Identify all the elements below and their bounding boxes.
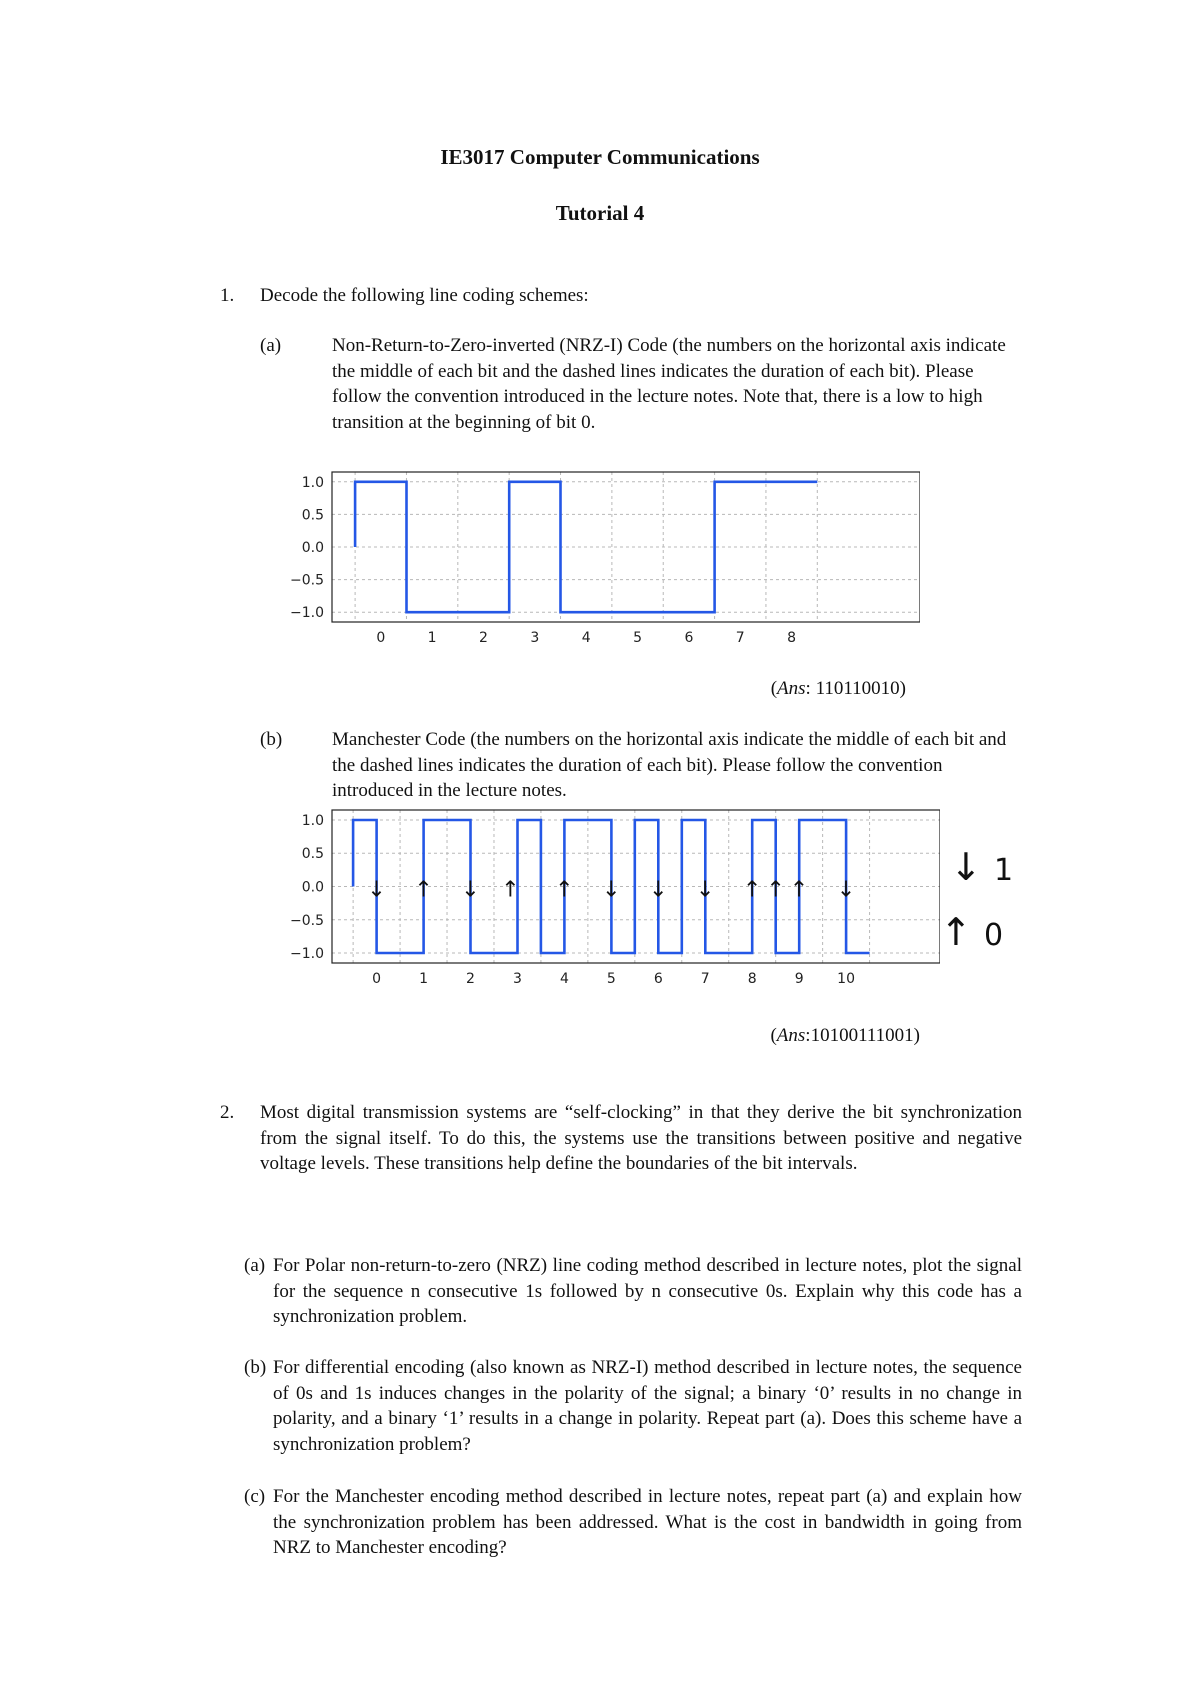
transition-arrow-annotation: ↑ bbox=[501, 877, 520, 903]
q1b-label: (b) bbox=[260, 729, 283, 750]
x-tick-label: 6 bbox=[684, 630, 694, 646]
y-tick-label: 0.0 bbox=[301, 540, 324, 556]
x-tick-label: 9 bbox=[794, 971, 804, 987]
transition-arrow-annotation: ↑ bbox=[766, 877, 785, 903]
transition-arrow-annotation: ↑ bbox=[789, 877, 809, 903]
x-tick-label: 3 bbox=[530, 630, 540, 646]
x-tick-label: 4 bbox=[559, 971, 569, 987]
q2b-text: For differential encoding (also known as NRZ-I) method described in lecture notes, the sequence of 0s and 1s induces changes in the polarity of the signal; a binary ‘0’ results in no change in polarity, and a binary ‘1’ results in a change in polarity. Repeat part (a). Does this scheme have a synchronization problem? bbox=[273, 1357, 1022, 1455]
q2c-label: (c) bbox=[244, 1486, 266, 1507]
transition-arrow-annotation: ↑ bbox=[414, 877, 433, 903]
q2a-text: For Polar non-return-to-zero (NRZ) line coding method described in lecture notes, plot the signal for the sequence n consecutive 1s followed by n consecutive 0s. Explain why this code has a synchronization problem. bbox=[273, 1255, 1022, 1327]
y-tick-label: 0.0 bbox=[301, 879, 324, 896]
x-tick-label: 2 bbox=[466, 971, 475, 987]
q1a-answer: (Ans: 110110010) bbox=[770, 678, 906, 699]
y-tick-label: −0.5 bbox=[290, 912, 324, 929]
x-tick-label: 1 bbox=[427, 630, 437, 646]
up-arrow-icon: ↑ bbox=[940, 910, 972, 954]
q1a-text: Non-Return-to-Zero-inverted (NRZ-I) Code (the numbers on the horizontal axis indicate the middle of each bit and the dashed lines indicates the duration of each bit). Please follow the convention introduced in the lecture notes. Note that, there is a low to high transition at the beginning of bit 0. bbox=[332, 335, 1006, 433]
x-tick-label: 7 bbox=[700, 971, 710, 987]
x-tick-label: 3 bbox=[512, 971, 522, 987]
q2c-text: For the Manchester encoding method described in lecture notes, repeat part (a) and explain how the synchronization problem has been addressed. What is the cost in bandwidth in going from NRZ to Manchester encoding? bbox=[273, 1486, 1022, 1558]
x-tick-label: 6 bbox=[653, 971, 663, 987]
y-tick-label: 1.0 bbox=[301, 812, 324, 829]
course-title: IE3017 Computer Communications bbox=[440, 145, 760, 169]
q2a-label: (a) bbox=[244, 1255, 266, 1276]
y-tick-label: 0.5 bbox=[301, 507, 324, 524]
transition-arrow-annotation: ↓ bbox=[367, 877, 386, 903]
transition-arrow-annotation: ↑ bbox=[742, 877, 762, 903]
y-tick-label: −0.5 bbox=[290, 572, 324, 589]
down-arrow-icon: ↓ bbox=[950, 845, 982, 889]
q2-number: 2. bbox=[220, 1102, 235, 1123]
transition-arrow-annotation: ↓ bbox=[836, 877, 856, 903]
down-value: 1 bbox=[993, 853, 1014, 888]
x-tick-label: 0 bbox=[372, 971, 382, 987]
x-tick-label: 8 bbox=[747, 971, 757, 987]
handwritten-down-legend bbox=[950, 845, 1013, 889]
tutorial-title: Tutorial 4 bbox=[555, 201, 645, 225]
y-tick-label: −1.0 bbox=[290, 605, 324, 622]
x-tick-label: 8 bbox=[787, 630, 797, 646]
transition-arrow-annotation: ↓ bbox=[602, 877, 621, 903]
handwritten-up-legend bbox=[940, 910, 1003, 954]
q1b-ans-label: Ans bbox=[776, 1025, 806, 1046]
transition-arrow-annotation: ↑ bbox=[555, 877, 574, 903]
q1a-ans-label: Ans bbox=[777, 678, 806, 699]
x-tick-label: 7 bbox=[735, 630, 745, 646]
manchester-chart bbox=[280, 800, 940, 995]
q1a-label: (a) bbox=[260, 335, 282, 356]
y-tick-label: −1.0 bbox=[290, 946, 324, 963]
x-tick-label: 4 bbox=[581, 630, 591, 646]
transition-arrow-annotation: ↓ bbox=[696, 877, 715, 903]
q2b-label: (b) bbox=[244, 1357, 267, 1378]
q1-number: 1. bbox=[220, 285, 235, 306]
x-tick-label: 5 bbox=[606, 971, 616, 987]
q1b-answer: (Ans:10100111001) bbox=[770, 1025, 920, 1046]
x-tick-label: 2 bbox=[479, 630, 488, 646]
transition-arrow-annotation: ↓ bbox=[461, 877, 480, 903]
x-tick-label: 1 bbox=[419, 971, 429, 987]
x-tick-label: 0 bbox=[376, 630, 386, 646]
q1b-text: Manchester Code (the numbers on the horizontal axis indicate the middle of each bit and the dashed lines indicates the duration of each bit). Please follow the convention introduced in the lecture notes. bbox=[332, 729, 1007, 801]
up-value: 0 bbox=[983, 918, 1004, 953]
y-tick-label: 1.0 bbox=[301, 474, 324, 491]
q1a-ans-value: : 110110010) bbox=[805, 678, 906, 699]
y-tick-label: 0.5 bbox=[301, 846, 324, 863]
q1-intro: Decode the following line coding schemes: bbox=[260, 285, 589, 306]
x-tick-label: 5 bbox=[633, 630, 643, 646]
x-tick-label: 10 bbox=[837, 971, 856, 987]
transition-arrow-annotation: ↓ bbox=[649, 877, 668, 903]
q1b-ans-value: :10100111001) bbox=[805, 1025, 920, 1046]
nrz-i-chart bbox=[280, 462, 920, 652]
q2-intro: Most digital transmission systems are “self-clocking” in that they derive the bit synchronization from the signal itself. To do this, the systems use the transitions between positive and negative voltage levels. These transitions help define the boundaries of the bit intervals. bbox=[260, 1102, 1022, 1174]
